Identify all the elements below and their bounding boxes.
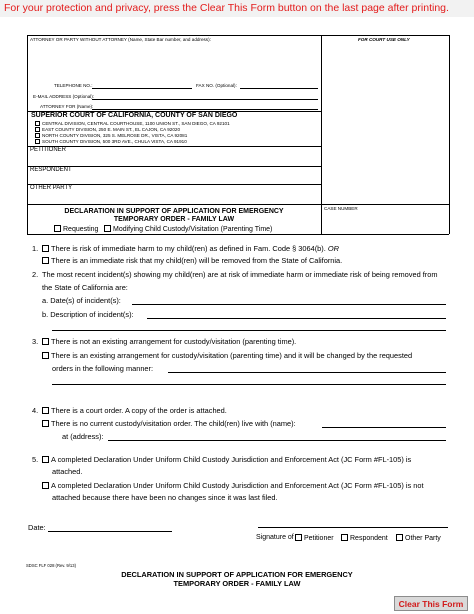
email-field[interactable]	[92, 99, 318, 100]
item-2a-label: a. Date(s) of incident(s):	[42, 296, 121, 305]
item-5b-checkbox[interactable]	[42, 482, 49, 489]
item-1a[interactable]	[42, 244, 339, 253]
date-label: Date:	[28, 523, 46, 532]
item-5b-label: A completed Declaration Under Uniform Child Custody Jurisdiction and Enforcement Act (JC Form #FL-105) is not	[51, 481, 424, 490]
signature-respondent-checkbox[interactable]	[341, 534, 348, 541]
custody-change-field[interactable]	[168, 372, 446, 373]
signature-petitioner-label: Petitioner	[304, 535, 334, 542]
fax-label: FAX NO. (Optional):	[196, 83, 237, 88]
attorney-for-label: ATTORNEY FOR (Name):	[40, 104, 94, 109]
item-2b-label: b. Description of incident(s):	[42, 310, 134, 319]
division-east-label: EAST COUNTY DIVISION, 250 E. MAIN ST., EL CAJON, CA 92020	[42, 127, 181, 132]
caption-requesting-option[interactable]	[54, 225, 98, 234]
division-south-label: SOUTH COUNTY DIVISION, 500 3RD AVE., CHULA VISTA, CA 91910	[42, 139, 187, 144]
privacy-banner: For your protection and privacy, press the Clear This Form button on the last page after printing.	[0, 0, 474, 17]
telephone-field[interactable]	[92, 88, 192, 89]
caption-right-border	[449, 35, 450, 234]
custody-change-line2[interactable]	[52, 384, 446, 385]
item-4-number: 4.	[32, 406, 39, 415]
child-lives-with-field[interactable]	[322, 427, 446, 428]
signature-petitioner-checkbox[interactable]	[295, 534, 302, 541]
court-use-label: FOR COURT USE ONLY	[358, 37, 410, 42]
item-3-number: 3.	[32, 337, 39, 346]
item-2-line1: The most recent incident(s) showing my child(ren) are at risk of immediate harm or immediate risk of being removed from	[42, 270, 438, 279]
item-5a[interactable]	[42, 455, 411, 464]
date-field[interactable]	[48, 531, 172, 532]
title-divider	[27, 204, 449, 205]
item-4a-label: There is a court order. A copy of the order is attached.	[51, 406, 227, 415]
division-north-checkbox[interactable]	[35, 133, 40, 138]
item-3a[interactable]	[42, 337, 296, 346]
modifying-checkbox[interactable]	[104, 225, 111, 232]
item-3b-checkbox[interactable]	[42, 352, 49, 359]
item-4b-address-label: at (address):	[62, 432, 104, 441]
item-5b-continued: attached because there have been no changes since it was last filed.	[52, 493, 278, 502]
signature-other-party-checkbox[interactable]	[396, 534, 403, 541]
caption-top-border	[27, 35, 449, 36]
signature-respondent-label: Respondent	[350, 535, 388, 542]
email-label: E-MAIL ADDRESS (Optional):	[33, 94, 95, 99]
item-4b[interactable]	[42, 419, 296, 428]
incident-dates-field[interactable]	[132, 304, 446, 305]
caption-title-line2: TEMPORARY ORDER - FAMILY LAW	[113, 216, 235, 223]
item-1-number: 1.	[32, 244, 39, 253]
item-1b[interactable]	[42, 256, 342, 265]
signature-petitioner-option[interactable]	[295, 534, 334, 543]
attorney-label: ATTORNEY OR PARTY WITHOUT ATTORNEY (Name, State Bar number, and address):	[30, 37, 211, 42]
court-name: SUPERIOR COURT OF CALIFORNIA, COUNTY OF SAN DIEGO	[31, 112, 238, 119]
item-5a-continued: attached.	[52, 467, 83, 476]
petitioner-divider	[27, 146, 321, 147]
item-3b-continued: orders in the following manner:	[52, 364, 154, 373]
item-3a-label: There is not an existing arrangement for custody/visitation (parenting time).	[51, 337, 297, 346]
item-4b-label: There is no current custody/visitation order. The child(ren) live with (name):	[51, 419, 296, 428]
division-south[interactable]	[35, 139, 187, 144]
caption-bottom-border	[27, 234, 449, 235]
clear-form-button[interactable]: Clear This Form	[394, 596, 468, 611]
requesting-checkbox[interactable]	[54, 225, 61, 232]
case-number-label: CASE NUMBER	[324, 206, 358, 211]
incident-description-field[interactable]	[147, 318, 446, 319]
child-address-field[interactable]	[108, 440, 446, 441]
form-id: SDSC FLF 028 (Rev. 9/13)	[26, 563, 76, 568]
incident-description-line2[interactable]	[52, 330, 446, 331]
footer-title-line1: DECLARATION IN SUPPORT OF APPLICATION FOR EMERGENCY	[121, 570, 353, 579]
division-east-checkbox[interactable]	[35, 127, 40, 132]
attorney-for-field[interactable]	[92, 109, 318, 110]
item-4a-checkbox[interactable]	[42, 407, 49, 414]
item-2-number: 2.	[32, 270, 39, 279]
requesting-label: Requesting	[63, 226, 99, 233]
item-3b[interactable]	[42, 351, 412, 360]
signature-respondent-option[interactable]	[341, 534, 388, 543]
footer-title-line2: TEMPORARY ORDER - FAMILY LAW	[173, 579, 301, 588]
division-north[interactable]	[35, 133, 187, 138]
item-1a-label: There is risk of immediate harm to my child(ren) as defined in Fam. Code § 3064(b).	[51, 244, 326, 253]
signature-other-party-option[interactable]	[396, 534, 441, 543]
caption-title-line1: DECLARATION IN SUPPORT OF APPLICATION FOR EMERGENCY	[64, 208, 284, 215]
item-4a[interactable]	[42, 406, 227, 415]
item-4b-checkbox[interactable]	[42, 420, 49, 427]
item-5b[interactable]	[42, 481, 424, 490]
modifying-label: Modifying Child Custody/Visitation (Parenting Time)	[113, 226, 273, 233]
division-central-checkbox[interactable]	[35, 121, 40, 126]
item-1-or: OR	[327, 244, 339, 253]
item-1a-checkbox[interactable]	[42, 245, 49, 252]
item-5-number: 5.	[32, 455, 39, 464]
caption-modifying-option[interactable]	[104, 225, 272, 234]
item-1b-label: There is an immediate risk that my child(ren) will be removed from the State of California.	[51, 256, 343, 265]
item-1b-checkbox[interactable]	[42, 257, 49, 264]
item-5a-checkbox[interactable]	[42, 456, 49, 463]
other-party-label: OTHER PARTY	[30, 185, 73, 191]
division-north-label: NORTH COUNTY DIVISION, 325 S. MELROSE DR., VISTA, CA 92081	[42, 133, 188, 138]
division-central-label: CENTRAL DIVISION, CENTRAL COURTHOUSE, 1100 UNION ST., SAN DIEGO, CA 92101	[42, 121, 230, 126]
petitioner-label: PETITIONER	[30, 147, 67, 153]
item-3a-checkbox[interactable]	[42, 338, 49, 345]
telephone-label: TELEPHONE NO.:	[54, 83, 93, 88]
respondent-label: RESPONDENT	[30, 167, 72, 173]
signature-of-label: Signature of	[256, 534, 294, 541]
item-3b-label: There is an existing arrangement for custody/visitation (parenting time) and it will be changed by the requested	[51, 351, 413, 360]
division-east[interactable]	[35, 127, 180, 132]
item-5a-label: A completed Declaration Under Uniform Child Custody Jurisdiction and Enforcement Act (JC Form #FL-105) is	[51, 455, 412, 464]
item-2-line2: the State of California are:	[42, 283, 128, 292]
signature-other-party-label: Other Party	[405, 535, 441, 542]
fax-field[interactable]	[240, 88, 318, 89]
division-central[interactable]	[35, 121, 230, 126]
division-south-checkbox[interactable]	[35, 139, 40, 144]
signature-line[interactable]	[258, 527, 448, 528]
